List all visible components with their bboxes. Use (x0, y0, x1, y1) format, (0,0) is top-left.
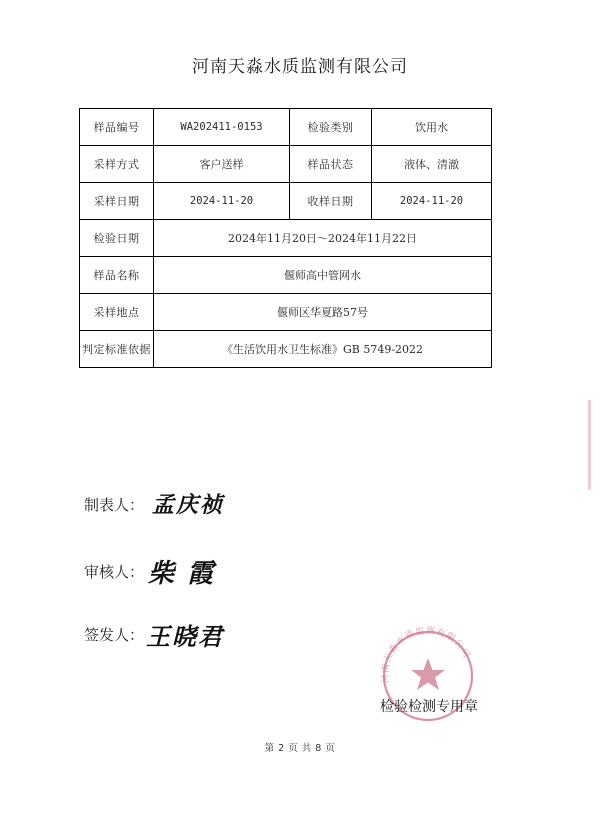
standard-basis-label: 判定标准依据 (80, 331, 154, 368)
sampling-method-label: 采样方式 (80, 146, 154, 183)
preparer-signature: 孟庆祯 (152, 492, 225, 518)
paper-edge-mark-icon (586, 400, 594, 490)
seal-caption: 检验检测专用章 (380, 699, 478, 715)
test-date-label: 检验日期 (80, 220, 154, 257)
table-row (80, 183, 492, 220)
sample-name-label: 样品名称 (80, 257, 154, 294)
test-category-label: 检验类别 (290, 109, 372, 146)
test-date-value: 2024年11月20日～2024年11月22日 (154, 220, 492, 257)
reviewer-signature: 柴 霞 (148, 559, 216, 589)
sampling-date-value: 2024-11-20 (154, 183, 290, 220)
sampling-method-value: 客户送样 (154, 146, 290, 183)
sample-id-label: 样品编号 (80, 109, 154, 146)
receipt-date-value: 2024-11-20 (372, 183, 492, 220)
page-number: 第 2 页 共 8 页 (264, 743, 336, 754)
seal-text: 河南天淼水质监测有限公司 (380, 626, 472, 684)
test-category-value: 饮用水 (372, 109, 492, 146)
table-row (80, 257, 492, 294)
preparer-label: 制表人： (84, 496, 145, 514)
sample-id-value: WA202411-0153 (154, 109, 290, 146)
receipt-date-label: 收样日期 (290, 183, 372, 220)
reviewer-label: 审核人： (84, 563, 145, 581)
sample-info-table (79, 108, 492, 368)
table-row (80, 109, 492, 146)
sample-name-value: 偃师高中管网水 (154, 257, 492, 294)
table-row (80, 331, 492, 368)
sampling-date-label: 采样日期 (80, 183, 154, 220)
table-row (80, 220, 492, 257)
sampling-location-value: 偃师区华夏路57号 (154, 294, 492, 331)
standard-basis-value: 《生活饮用水卫生标准》GB 5749-2022 (154, 331, 492, 368)
sample-state-value: 液体、清澈 (372, 146, 492, 183)
table-row (80, 294, 492, 331)
table-row (80, 146, 492, 183)
issuer-signature: 王晓君 (146, 622, 224, 651)
sampling-location-label: 采样地点 (80, 294, 154, 331)
sample-state-label: 样品状态 (290, 146, 372, 183)
company-name: 河南天淼水质监测有限公司 (192, 57, 408, 77)
issuer-label: 签发人： (84, 626, 145, 644)
